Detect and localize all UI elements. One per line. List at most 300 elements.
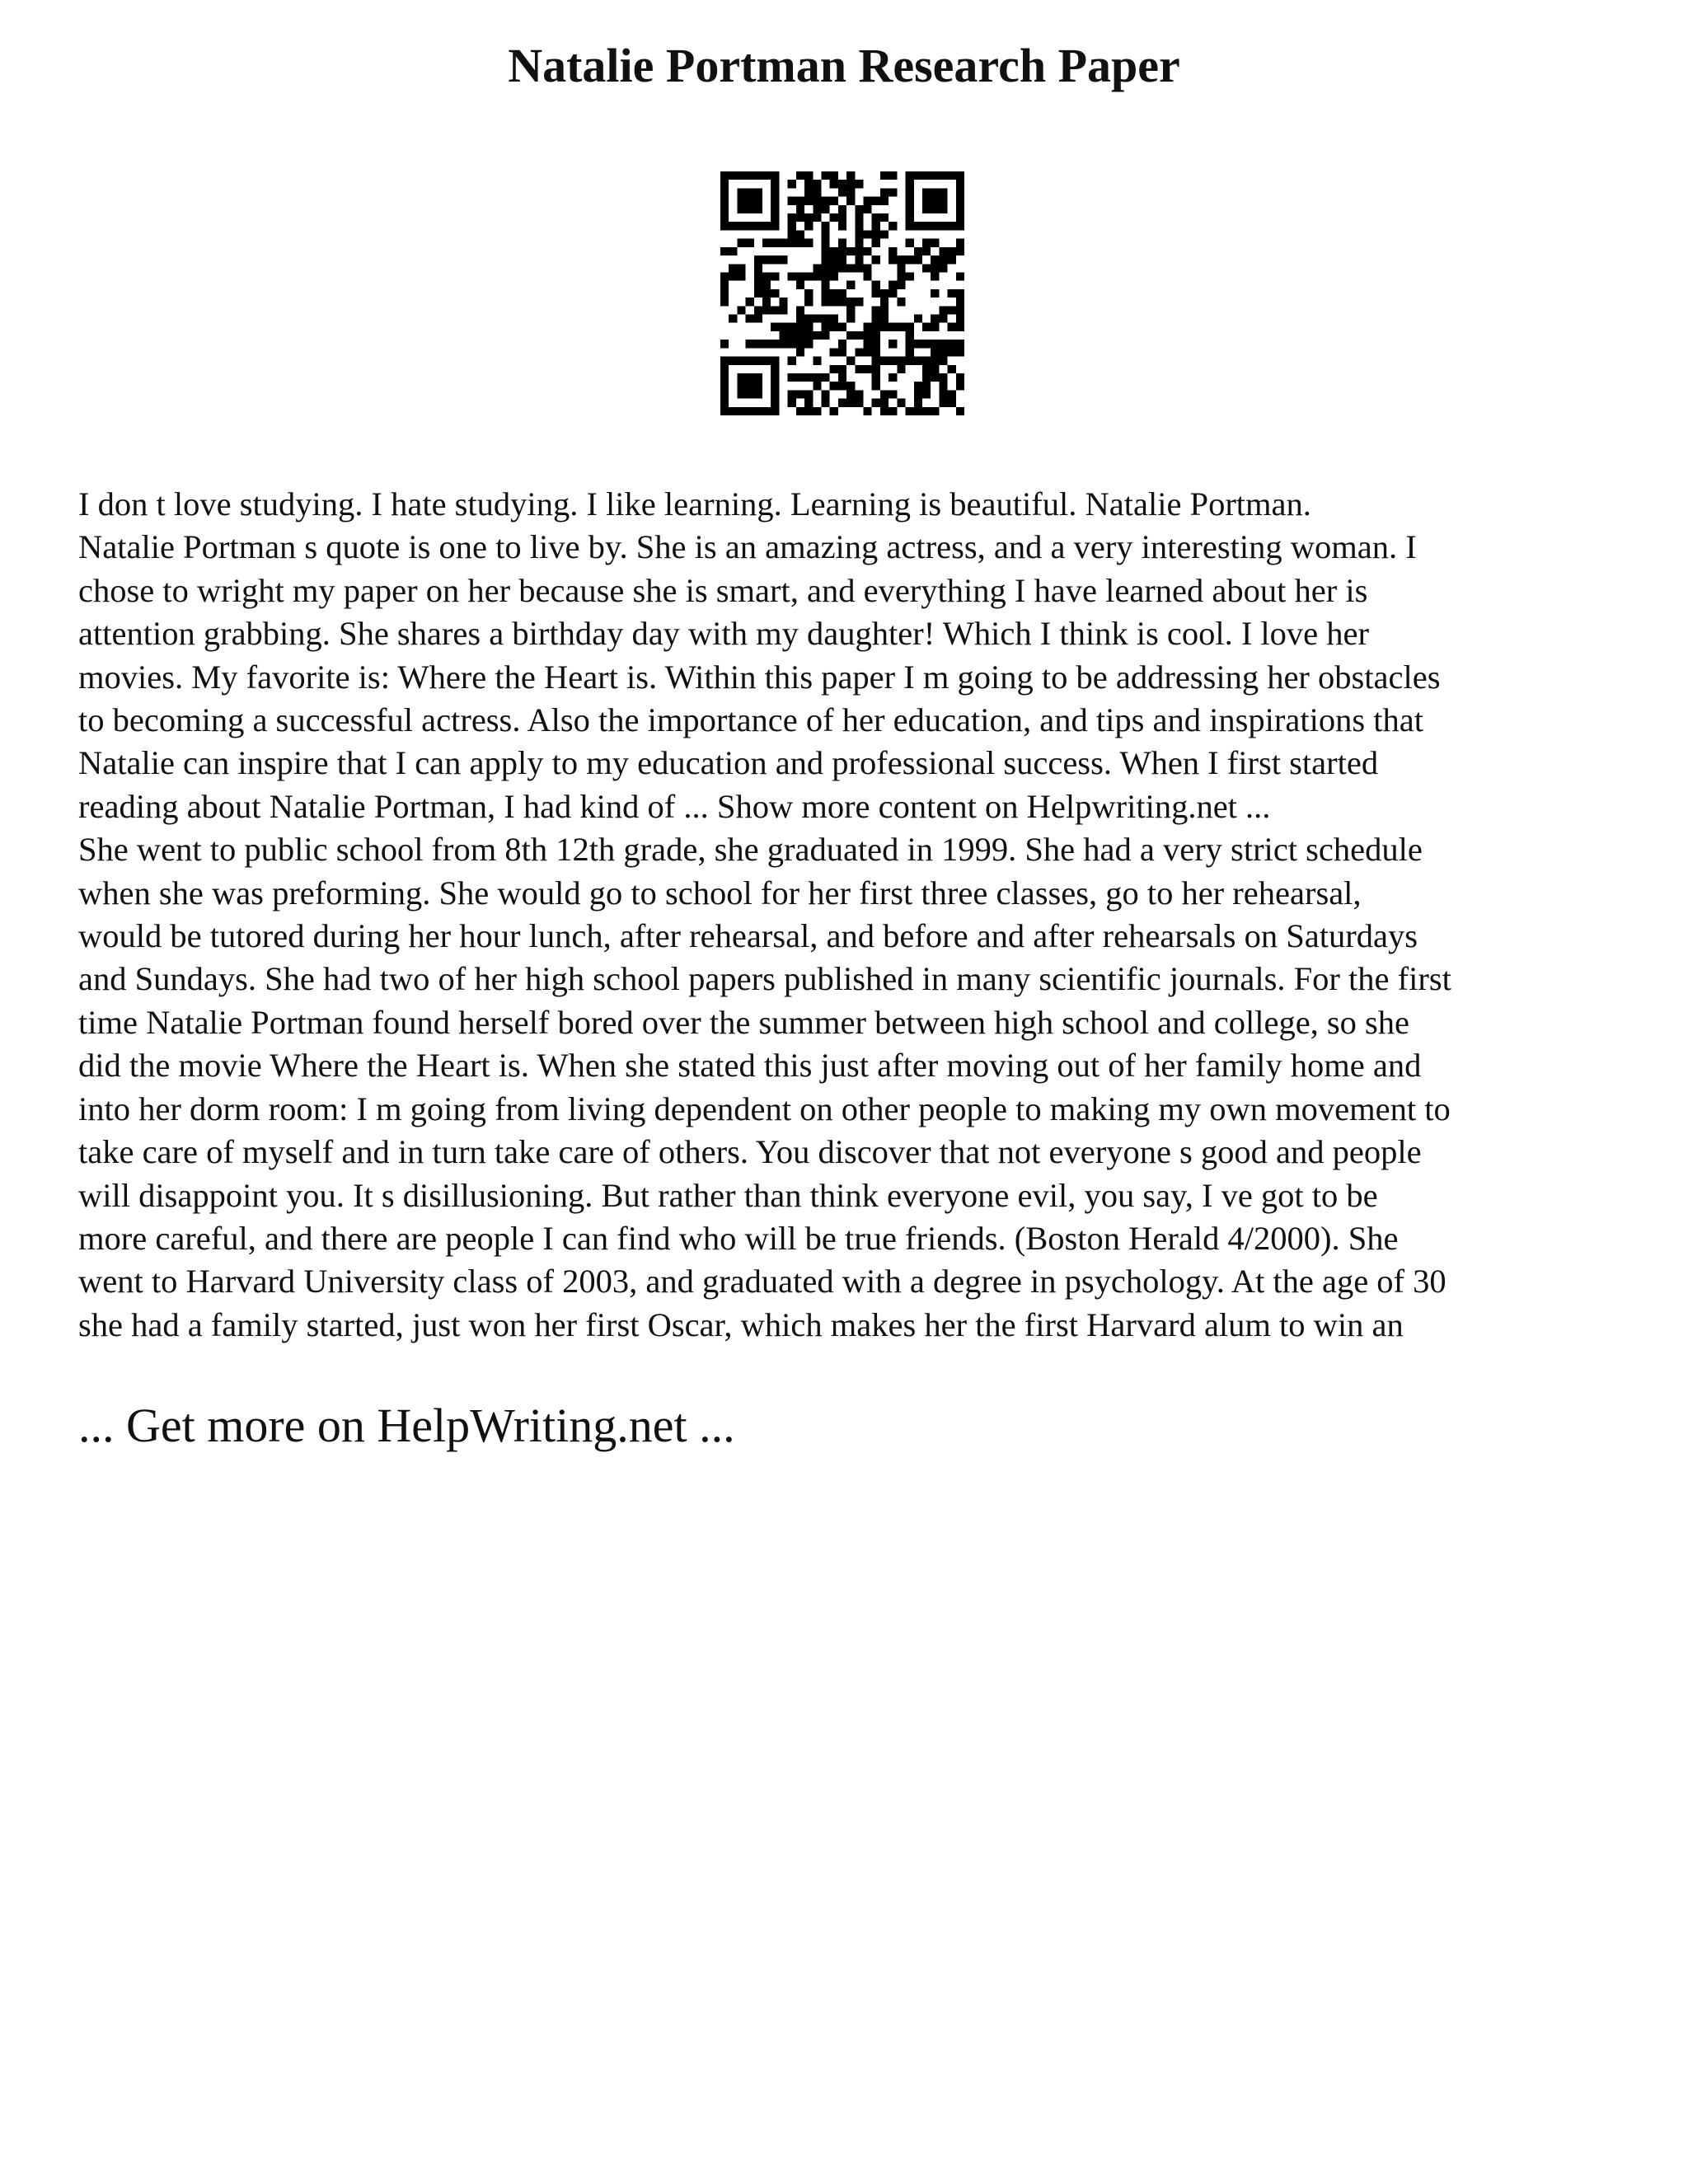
qr-module xyxy=(838,365,846,373)
qr-module xyxy=(897,323,905,331)
qr-module xyxy=(948,306,956,314)
qr-module xyxy=(788,222,796,230)
qr-module xyxy=(931,171,939,180)
qr-module xyxy=(762,171,771,180)
qr-module xyxy=(821,323,829,331)
qr-module xyxy=(804,171,813,180)
qr-module xyxy=(737,382,745,390)
qr-module xyxy=(922,382,931,390)
qr-module xyxy=(838,239,846,247)
qr-module xyxy=(788,399,796,407)
qr-module xyxy=(906,331,914,340)
qr-module xyxy=(804,407,813,415)
qr-module xyxy=(939,264,947,272)
qr-module xyxy=(737,171,745,180)
qr-module xyxy=(821,289,829,298)
qr-module xyxy=(771,323,779,331)
qr-module xyxy=(855,298,863,306)
qr-module xyxy=(956,407,964,415)
qr-module xyxy=(931,407,939,415)
qr-module xyxy=(838,348,846,356)
qr-module xyxy=(737,390,745,398)
qr-module xyxy=(864,348,872,356)
qr-module xyxy=(906,188,914,196)
qr-module xyxy=(956,306,964,314)
qr-module xyxy=(771,357,779,365)
qr-module xyxy=(821,205,829,213)
body-line: would be tutored during her hour lunch, after rehearsal, and before and after rehearsals on Saturdays xyxy=(78,917,1418,955)
qr-module xyxy=(939,306,947,314)
qr-module xyxy=(846,399,855,407)
qr-module xyxy=(746,373,754,382)
qr-module xyxy=(762,340,771,348)
qr-module xyxy=(746,357,754,365)
qr-module xyxy=(821,247,829,255)
qr-module xyxy=(872,399,880,407)
qr-module xyxy=(872,289,880,298)
qr-module xyxy=(906,255,914,264)
qr-module xyxy=(796,331,804,340)
qr-module xyxy=(931,365,939,373)
qr-module xyxy=(846,264,855,272)
qr-module xyxy=(931,340,939,348)
qr-module xyxy=(737,306,745,314)
qr-module xyxy=(796,340,804,348)
qr-module xyxy=(906,171,914,180)
qr-module xyxy=(864,264,872,272)
qr-module xyxy=(720,222,729,230)
qr-module xyxy=(754,289,762,298)
qr-module xyxy=(846,390,855,398)
qr-module xyxy=(788,323,796,331)
qr-module xyxy=(720,390,729,398)
qr-module xyxy=(746,340,754,348)
qr-module xyxy=(956,298,964,306)
qr-module xyxy=(939,373,947,382)
qr-module xyxy=(846,247,855,255)
body-line: reading about Natalie Portman, I had kind of ... Show more content on Helpwriting.net ... xyxy=(78,787,1271,825)
qr-module xyxy=(746,382,754,390)
qr-module xyxy=(796,171,804,180)
qr-module xyxy=(880,315,889,323)
qr-module xyxy=(889,188,897,196)
qr-module xyxy=(872,239,880,247)
qr-module xyxy=(788,230,796,238)
qr-module xyxy=(720,272,729,280)
qr-module xyxy=(821,373,829,382)
qr-module xyxy=(720,171,729,180)
qr-module xyxy=(906,340,914,348)
qr-module xyxy=(830,197,838,205)
qr-module xyxy=(889,255,897,264)
qr-module xyxy=(880,289,889,298)
qr-module xyxy=(914,247,922,255)
qr-module xyxy=(788,213,796,222)
qr-module xyxy=(914,340,922,348)
qr-module xyxy=(830,255,838,264)
qr-module xyxy=(821,239,829,247)
qr-module xyxy=(762,407,771,415)
qr-module xyxy=(906,272,914,280)
qr-module xyxy=(720,365,729,373)
qr-module xyxy=(821,255,829,264)
qr-module xyxy=(813,407,821,415)
qr-module xyxy=(796,281,804,289)
qr-module xyxy=(754,222,762,230)
qr-module xyxy=(754,382,762,390)
qr-module xyxy=(771,197,779,205)
qr-module xyxy=(804,331,813,340)
qr-module xyxy=(889,247,897,255)
qr-module xyxy=(956,348,964,356)
qr-module xyxy=(846,171,855,180)
qr-module xyxy=(821,331,829,340)
qr-module xyxy=(855,213,863,222)
qr-module xyxy=(754,340,762,348)
qr-module xyxy=(737,239,745,247)
qr-module xyxy=(838,188,846,196)
qr-module xyxy=(754,281,762,289)
qr-module xyxy=(897,298,905,306)
qr-module xyxy=(838,255,846,264)
qr-module xyxy=(855,205,863,213)
qr-module xyxy=(754,315,762,323)
qr-module xyxy=(804,272,813,280)
qr-module xyxy=(771,373,779,382)
qr-module xyxy=(830,323,838,331)
qr-module xyxy=(846,382,855,390)
qr-module xyxy=(939,315,947,323)
qr-module xyxy=(922,239,931,247)
qr-module xyxy=(880,188,889,196)
qr-module xyxy=(922,197,931,205)
body-line: and Sundays. She had two of her high school papers published in many scientific journals. For the first xyxy=(78,960,1451,998)
qr-module xyxy=(720,281,729,289)
qr-module xyxy=(737,407,745,415)
body-text xyxy=(78,483,1628,1347)
qr-module xyxy=(939,382,947,390)
qr-module xyxy=(922,188,931,196)
qr-module xyxy=(872,323,880,331)
qr-module xyxy=(855,264,863,272)
qr-module xyxy=(855,180,863,188)
qr-module xyxy=(754,272,762,280)
qr-module xyxy=(889,390,897,398)
qr-module xyxy=(779,306,787,314)
qr-module xyxy=(821,171,829,180)
qr-module xyxy=(813,272,821,280)
qr-module xyxy=(956,222,964,230)
qr-module xyxy=(771,239,779,247)
qr-module xyxy=(931,205,939,213)
qr-module xyxy=(855,399,863,407)
qr-module xyxy=(846,315,855,323)
qr-module xyxy=(804,213,813,222)
get-more-link[interactable]: ... Get more on HelpWriting.net ... xyxy=(78,1399,735,1452)
qr-module xyxy=(821,390,829,398)
qr-module xyxy=(889,407,897,415)
page-title: Natalie Portman Research Paper xyxy=(508,39,1180,92)
qr-module xyxy=(889,289,897,298)
qr-module xyxy=(889,281,897,289)
qr-module xyxy=(906,197,914,205)
body-line: went to Harvard University class of 2003, and graduated with a degree in psychology. At the age of 30 xyxy=(78,1263,1447,1301)
qr-module xyxy=(864,365,872,373)
qr-module xyxy=(729,222,737,230)
qr-module xyxy=(939,205,947,213)
qr-module xyxy=(914,390,922,398)
qr-module xyxy=(813,331,821,340)
qr-module xyxy=(796,390,804,398)
qr-module xyxy=(956,171,964,180)
qr-module xyxy=(956,315,964,323)
qr-module xyxy=(931,373,939,382)
qr-module xyxy=(821,272,829,280)
qr-module xyxy=(931,357,939,365)
qr-module xyxy=(804,289,813,298)
qr-module xyxy=(720,213,729,222)
qr-module xyxy=(754,205,762,213)
qr-module xyxy=(804,222,813,230)
qr-module xyxy=(880,197,889,205)
qr-module xyxy=(846,306,855,314)
qr-module xyxy=(830,213,838,222)
qr-module xyxy=(804,188,813,196)
qr-module xyxy=(838,180,846,188)
qr-module xyxy=(746,315,754,323)
qr-module xyxy=(880,399,889,407)
qr-module xyxy=(737,222,745,230)
qr-module xyxy=(914,399,922,407)
qr-module xyxy=(788,340,796,348)
qr-module xyxy=(864,340,872,348)
qr-module xyxy=(754,188,762,196)
qr-module xyxy=(880,323,889,331)
qr-module xyxy=(804,340,813,348)
qr-module xyxy=(931,197,939,205)
body-line: chose to wright my paper on her because she is smart, and everything I have learned about her is xyxy=(78,571,1368,609)
body-line: when she was preforming. She would go to school for her first three classes, go to her rehearsal, xyxy=(78,874,1362,912)
qr-module xyxy=(872,230,880,238)
qr-module xyxy=(821,315,829,323)
qr-module xyxy=(931,255,939,264)
qr-module xyxy=(754,171,762,180)
qr-module xyxy=(796,407,804,415)
qr-module xyxy=(804,298,813,306)
qr-module xyxy=(771,365,779,373)
qr-module xyxy=(788,180,796,188)
qr-module xyxy=(804,399,813,407)
qr-module xyxy=(906,213,914,222)
qr-module xyxy=(939,255,947,264)
qr-module xyxy=(956,205,964,213)
qr-module xyxy=(880,306,889,314)
qr-module xyxy=(872,382,880,390)
qr-module xyxy=(754,306,762,314)
qr-module xyxy=(746,239,754,247)
qr-module xyxy=(779,255,787,264)
qr-module xyxy=(762,272,771,280)
qr-module xyxy=(729,247,737,255)
qr-module xyxy=(864,323,872,331)
qr-module xyxy=(956,272,964,280)
qr-module xyxy=(804,373,813,382)
qr-module xyxy=(948,222,956,230)
qr-module xyxy=(897,255,905,264)
qr-module xyxy=(906,323,914,331)
qr-module xyxy=(771,407,779,415)
qr-module xyxy=(897,399,905,407)
qr-module xyxy=(804,323,813,331)
qr-module xyxy=(830,382,838,390)
qr-module xyxy=(720,340,729,348)
qr-module xyxy=(931,348,939,356)
qr-module xyxy=(821,281,829,289)
qr-module xyxy=(939,357,947,365)
qr-module xyxy=(956,373,964,382)
qr-module xyxy=(720,382,729,390)
qr-module xyxy=(914,382,922,390)
qr-module xyxy=(737,373,745,382)
qr-module xyxy=(864,230,872,238)
qr-module xyxy=(906,239,914,247)
qr-module xyxy=(948,348,956,356)
qr-module xyxy=(880,390,889,398)
qr-module xyxy=(813,213,821,222)
qr-module xyxy=(729,272,737,280)
qr-module xyxy=(922,264,931,272)
qr-module xyxy=(830,407,838,415)
qr-module xyxy=(864,197,872,205)
qr-module xyxy=(737,197,745,205)
qr-module xyxy=(931,264,939,272)
qr-module xyxy=(914,255,922,264)
qr-module xyxy=(762,222,771,230)
qr-module xyxy=(746,222,754,230)
body-line: Natalie can inspire that I can apply to my education and professional success. When I first started xyxy=(78,744,1379,782)
qr-module xyxy=(855,255,863,264)
qr-module xyxy=(889,171,897,180)
qr-module xyxy=(922,247,931,255)
qr-module xyxy=(914,171,922,180)
qr-module xyxy=(821,298,829,306)
qr-module xyxy=(821,264,829,272)
qr-module xyxy=(948,340,956,348)
qr-module xyxy=(804,390,813,398)
qr-module xyxy=(838,247,846,255)
qr-module xyxy=(796,230,804,238)
qr-module xyxy=(771,289,779,298)
qr-module xyxy=(914,407,922,415)
qr-module xyxy=(880,171,889,180)
qr-module xyxy=(948,390,956,398)
qr-module xyxy=(796,213,804,222)
qr-module xyxy=(796,315,804,323)
qr-module xyxy=(872,255,880,264)
qr-module xyxy=(796,306,804,314)
qr-module xyxy=(889,222,897,230)
qr-module xyxy=(813,264,821,272)
qr-module xyxy=(931,239,939,247)
qr-module xyxy=(906,180,914,188)
qr-module xyxy=(796,205,804,213)
qr-module xyxy=(746,188,754,196)
qr-module xyxy=(720,298,729,306)
qr-module xyxy=(720,188,729,196)
qr-module xyxy=(846,188,855,196)
qr-module xyxy=(922,373,931,382)
body-line: Natalie Portman s quote is one to live by. She is an amazing actress, and a very interesting woman. I xyxy=(78,528,1417,566)
qr-module xyxy=(737,357,745,365)
qr-module xyxy=(956,340,964,348)
qr-module xyxy=(922,323,931,331)
qr-module xyxy=(855,230,863,238)
qr-module xyxy=(897,357,905,365)
body-line: time Natalie Portman found herself bored over the summer between high school and college, so she xyxy=(78,1003,1410,1041)
qr-module xyxy=(746,298,754,306)
qr-module xyxy=(737,264,745,272)
qr-module xyxy=(948,247,956,255)
qr-module xyxy=(948,399,956,407)
qr-module xyxy=(771,213,779,222)
qr-module xyxy=(914,222,922,230)
qr-module xyxy=(948,365,956,373)
qr-module xyxy=(746,197,754,205)
body-line: take care of myself and in turn take care of others. You discover that not everyone s good and people xyxy=(78,1133,1422,1171)
qr-module xyxy=(855,390,863,398)
qr-module xyxy=(746,407,754,415)
body-line: She went to public school from 8th 12th grade, she graduated in 1999. She had a very strict schedule xyxy=(78,831,1423,869)
qr-module xyxy=(906,205,914,213)
qr-module xyxy=(779,323,787,331)
qr-module xyxy=(729,171,737,180)
qr-module xyxy=(779,298,787,306)
body-line: will disappoint you. It s disillusioning. But rather than think everyone evil, you say, I ve got to be xyxy=(78,1176,1378,1214)
qr-module xyxy=(872,213,880,222)
qr-module xyxy=(906,357,914,365)
qr-module xyxy=(906,348,914,356)
qr-module xyxy=(838,298,846,306)
qr-module xyxy=(931,222,939,230)
qr-module xyxy=(880,357,889,365)
qr-module xyxy=(956,382,964,390)
qr-module xyxy=(846,197,855,205)
qr-module xyxy=(939,171,947,180)
qr-module xyxy=(872,315,880,323)
qr-module xyxy=(931,272,939,280)
qr-module xyxy=(720,407,729,415)
qr-module xyxy=(762,357,771,365)
body-line: into her dorm room: I m going from living dependent on other people to making my own movement to xyxy=(78,1090,1451,1127)
qr-module xyxy=(788,390,796,398)
qr-module xyxy=(864,272,872,280)
qr-module xyxy=(855,247,863,255)
qr-module xyxy=(872,365,880,373)
qr-module xyxy=(956,213,964,222)
qr-module xyxy=(846,180,855,188)
qr-module xyxy=(838,264,846,272)
qr-module xyxy=(771,180,779,188)
qr-module xyxy=(720,399,729,407)
qr-module xyxy=(754,357,762,365)
qr-module xyxy=(956,247,964,255)
qr-module xyxy=(771,272,779,280)
qr-module xyxy=(796,272,804,280)
qr-module xyxy=(922,222,931,230)
body-line: more careful, and there are people I can find who will be true friends. (Boston Herald 4/2000). She xyxy=(78,1219,1399,1257)
qr-module xyxy=(737,205,745,213)
qr-module xyxy=(729,357,737,365)
